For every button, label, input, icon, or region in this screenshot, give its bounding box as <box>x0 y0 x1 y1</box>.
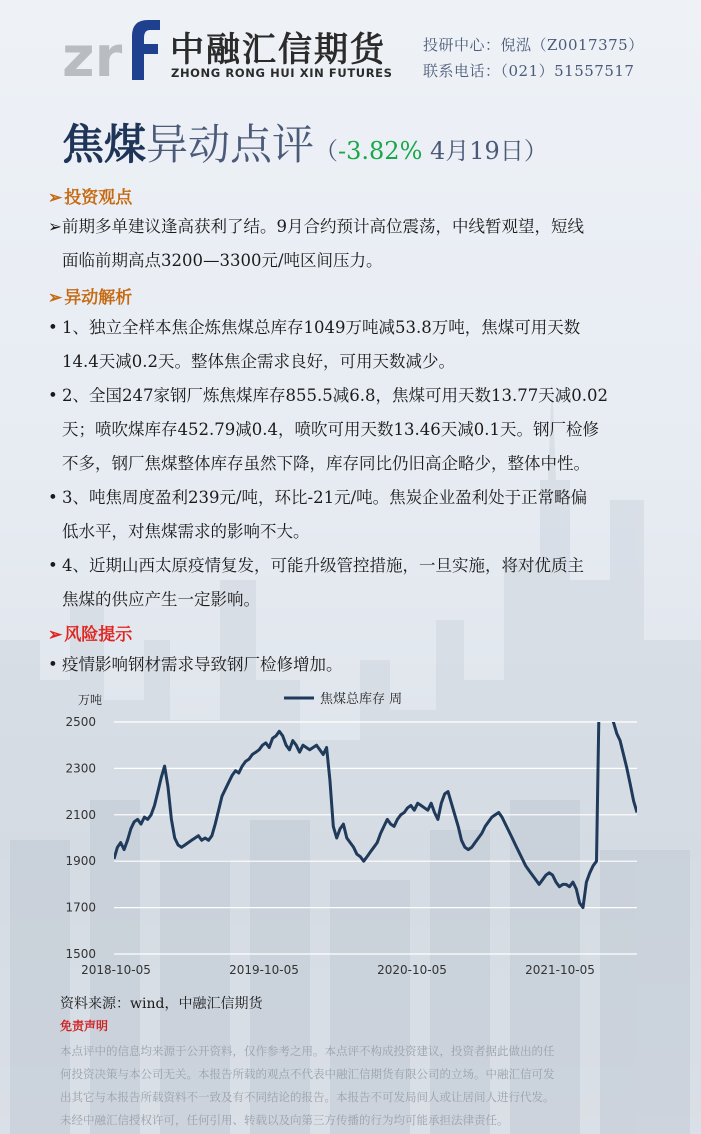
phone-contact: 联系电话：（021）51557517 <box>423 62 635 80</box>
risk-item: • 疫情影响钢材需求导致钢厂检修增加。 <box>48 648 658 682</box>
analysis-item: • 4、近期山西太原疫情复发，可能升级管控措施，一旦实施，将对优质主 焦煤的供应产生一定影响。 <box>48 549 658 617</box>
company-name-en: ZHONG RONG HUI XIN FUTURES <box>171 66 393 80</box>
disclaimer-line: 未经中融汇信授权许可，任何引用、转载以及向第三方传播的行为均可能承担法律责任。 <box>60 1113 509 1127</box>
section-title-risk: ➢ 风险提示 <box>48 625 133 645</box>
series-line-inventory <box>114 684 637 908</box>
research-contact: 投研中心：倪泓（Z0017375） <box>423 36 644 54</box>
title-change-pct: -3.82% <box>338 137 423 165</box>
x-tick-label: 2020-10-05 <box>377 963 447 977</box>
section-title-analysis: ➢ 异动解析 <box>48 288 133 308</box>
disclaimer-text <box>60 1040 645 1132</box>
title-date: 4月19日） <box>422 137 548 165</box>
disclaimer-line: 出其它与本报告所载资料不一致及有不同结论的报告。本报告不可发局间人或让居间人进行代发。 <box>60 1090 555 1104</box>
arrow-icon: ➢ <box>48 217 62 236</box>
arrow-icon: ➢ <box>48 288 63 308</box>
analysis-item: • 3、吨焦周度盈利239元/吨，环比-21元/吨。焦炭企业盈利处于正常略偏 低水平，对焦煤需求的影响不大。 <box>48 481 658 549</box>
bullet-icon: • <box>48 556 58 575</box>
view-paragraph <box>48 210 658 278</box>
disclaimer-line: 何投资决策与本公司无关。本报告所载的观点不代表中融汇信期货有限公司的立场。中融汇信可发 <box>60 1067 555 1081</box>
page-title <box>62 112 548 172</box>
svg-text:zr: zr <box>62 25 123 82</box>
section-title-view: ➢ 投资观点 <box>48 188 133 208</box>
x-tick-label: 2019-10-05 <box>229 963 299 977</box>
bullet-icon: • <box>48 318 58 337</box>
arrow-icon: ➢ <box>48 625 63 645</box>
y-tick-label: 1500 <box>65 947 96 961</box>
analysis-item: • 2、全国247家钢厂炼焦煤库存855.5减6.8，焦煤可用天数13.77天减0.02 天；喷吹煤库存452.79减0.4，喷吹可用天数13.46天减0.1天。钢厂检修 不多，钢厂焦煤整体库存虽然下降，库存同比仍旧高企略少，整体中性。 <box>48 379 658 481</box>
x-tick-label: 2018-10-05 <box>81 963 151 977</box>
y-axis-unit-label: 万吨 <box>78 693 103 707</box>
bullet-icon: • <box>48 386 58 405</box>
data-source: 资料来源：wind，中融汇信期货 <box>60 996 263 1012</box>
title-commodity: 焦煤 <box>62 120 147 169</box>
view-line: 面临前期高点3200—3300元/吨区间压力。 <box>62 251 383 270</box>
disclaimer-title: 免责声明 <box>60 1019 109 1033</box>
coking-coal-inventory-chart <box>52 684 652 984</box>
bullet-icon: • <box>48 488 58 507</box>
y-tick-label: 2100 <box>65 807 96 822</box>
x-tick-label: 2021-10-05 <box>525 963 595 977</box>
arrow-icon: ➢ <box>48 188 63 208</box>
title-paren-open: （ <box>314 137 339 165</box>
y-tick-label: 2500 <box>65 715 96 729</box>
bullet-icon: • <box>48 655 58 674</box>
legend-label: 焦煤总库存 周 <box>320 692 403 707</box>
y-tick-label: 1900 <box>65 854 96 869</box>
company-name-cn: 中融汇信期货 <box>170 30 386 70</box>
page-header <box>0 0 701 100</box>
y-tick-label: 2300 <box>65 761 96 776</box>
disclaimer-line: 本点评中的信息均来源于公开资料，仅作参考之用。本点评不构成投资建议，投资者据此做出的任 <box>60 1044 555 1058</box>
company-logo-mark <box>62 12 162 82</box>
analysis-item: • 1、独立全样本焦企炼焦煤总库存1049万吨减53.8万吨，焦煤可用天数 14.4天减0.2天。整体焦企需求良好，可用天数减少。 <box>48 311 658 379</box>
view-line: 前期多单建议逢高获利了结。9月合约预计高位震荡，中线暂观望，短线 <box>62 217 584 236</box>
y-tick-label: 1700 <box>65 900 96 915</box>
title-topic: 异动点评 <box>146 120 315 169</box>
